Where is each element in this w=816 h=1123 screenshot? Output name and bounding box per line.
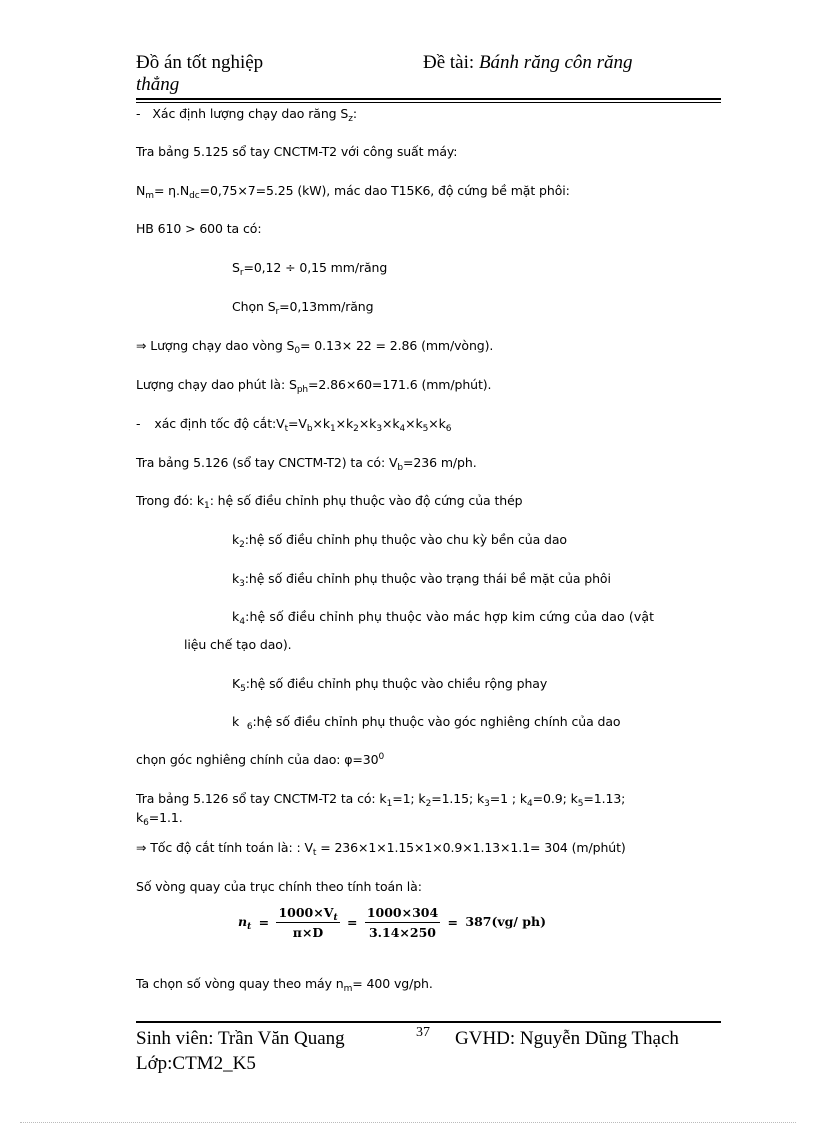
line-spindle-speed-intro: Số vòng quay của trục chính theo tính toán là: bbox=[136, 879, 422, 894]
footer-advisor: GVHD: Nguyễn Dũng Thạch bbox=[455, 1028, 679, 1049]
line-hardness: HB 610 > 600 ta có: bbox=[136, 221, 262, 236]
fraction-numeric: $\frac{1000\times 304}{3.14\times 250}$ bbox=[366, 905, 439, 940]
line-feed-chosen: Chọn $S_r=0,13mm$/răng bbox=[232, 299, 374, 317]
header-right bbox=[423, 52, 633, 74]
line-k6-value: $k_6=1.1$. bbox=[136, 810, 183, 828]
line-k6: k $_6$:hệ số điều chỉnh phụ thuộc vào góc nghiêng chính của dao bbox=[232, 714, 621, 732]
header-left: Đồ án tốt nghiệp bbox=[136, 52, 264, 73]
line-k4-continued: liệu chế tạo dao). bbox=[184, 637, 292, 652]
line-table-ref-1: Tra bảng 5.125 sổ tay CNCTM-T2 với công suất máy: bbox=[136, 144, 458, 159]
line-feed-range: $S_r=0,12 \div 0,15$ mm/răng bbox=[232, 260, 388, 278]
line-k3: $k_3:hệ$ số điều chỉnh phụ thuộc vào trạng thái bề mặt của phôi bbox=[232, 571, 611, 589]
header-topic-label: Đề tài: bbox=[423, 52, 479, 73]
page-number: 37 bbox=[416, 1025, 430, 1040]
header-topic-title: Bánh răng côn răng bbox=[478, 52, 633, 73]
header-rule-thin bbox=[136, 102, 721, 103]
line-feed-per-rev: ⇒ Lượng chạy dao vòng $S_0= 0.13\times 22 = 2.86$ (mm/vòng). bbox=[136, 338, 494, 356]
header-title-continuation: thẳng bbox=[136, 74, 180, 95]
fraction-symbolic: $\frac{1000\times V_t}{\pi\times D}$ bbox=[278, 905, 338, 940]
line-chosen-spindle-speed: Ta chọn số vòng quay theo máy $n_m= 400$ vg/ph. bbox=[136, 976, 433, 994]
line-k2: $k_2:hệ$ số điều chỉnh phụ thuộc vào chu kỳ bền của dao bbox=[232, 532, 567, 550]
line-feed-per-min: Lượng chạy dao phút là: $S_{ph}=2.86\times 60=171.6$ (mm/phút). bbox=[136, 377, 492, 395]
header-rule-thick bbox=[136, 98, 721, 100]
line-k4: $k_4:hệ$ số điều chỉnh phụ thuộc vào mác hợp kim cứng của dao (vật bbox=[232, 609, 655, 627]
line-cutting-speed-result: ⇒ Tốc độ cắt tính toán là: : $V_t = 236\times 1\times 1.15\times 1\times 0.9\times 1.13\times 1.1= 304$ (m/phút) bbox=[136, 840, 626, 858]
line-feed-per-tooth: - Xác định lượng chạy dao răng $S_z$: bbox=[136, 106, 357, 124]
line-k5: $K_5:hệ$ số điều chỉnh phụ thuộc vào chiều rộng phay bbox=[232, 676, 548, 694]
spindle-speed-formula: $n_t$ = $\frac{1000\times V_t}{\pi\times D}$ = $\frac{1000\times 304}{3.14\times 250}$ = 387(vg/ ph) bbox=[238, 905, 547, 940]
line-power: $N_m= \eta.N_{dc}=0,75\times 7=5.25$ (kW), mác dao T15K6, độ cứng bề mặt phôi: bbox=[136, 183, 570, 201]
line-cutting-speed-formula: - xác định tốc độ $cắt:V_t=V_b\times k_1\times k_2\times k_3\times k_4\times k_5\times k_6$ bbox=[136, 416, 452, 434]
formula-result: 387(vg/ ph) bbox=[465, 914, 547, 929]
line-k-values: Tra bảng 5.126 sổ tay CNCTM-T2 ta có: $k_1=1$; $k_2=1.15$; $k_3=1$ ; $k_4=0.9$; $k_5=1.13$; bbox=[136, 791, 626, 809]
footer-class: Lớp:CTM2_K5 bbox=[136, 1053, 256, 1074]
line-approach-angle: chọn góc nghiêng chính của dao: $\varphi=30^0$ bbox=[136, 752, 385, 767]
line-table-ref-2: Tra bảng 5.126 (sổ tay CNCTM-T2) ta có: $V_b=236$ m/ph. bbox=[136, 455, 477, 473]
footer-student: Sinh viên: Trần Văn Quang bbox=[136, 1028, 345, 1049]
line-k1: Trong đó: $k_1$: hệ số điều chỉnh phụ thuộc vào độ cứng của thép bbox=[136, 493, 523, 511]
